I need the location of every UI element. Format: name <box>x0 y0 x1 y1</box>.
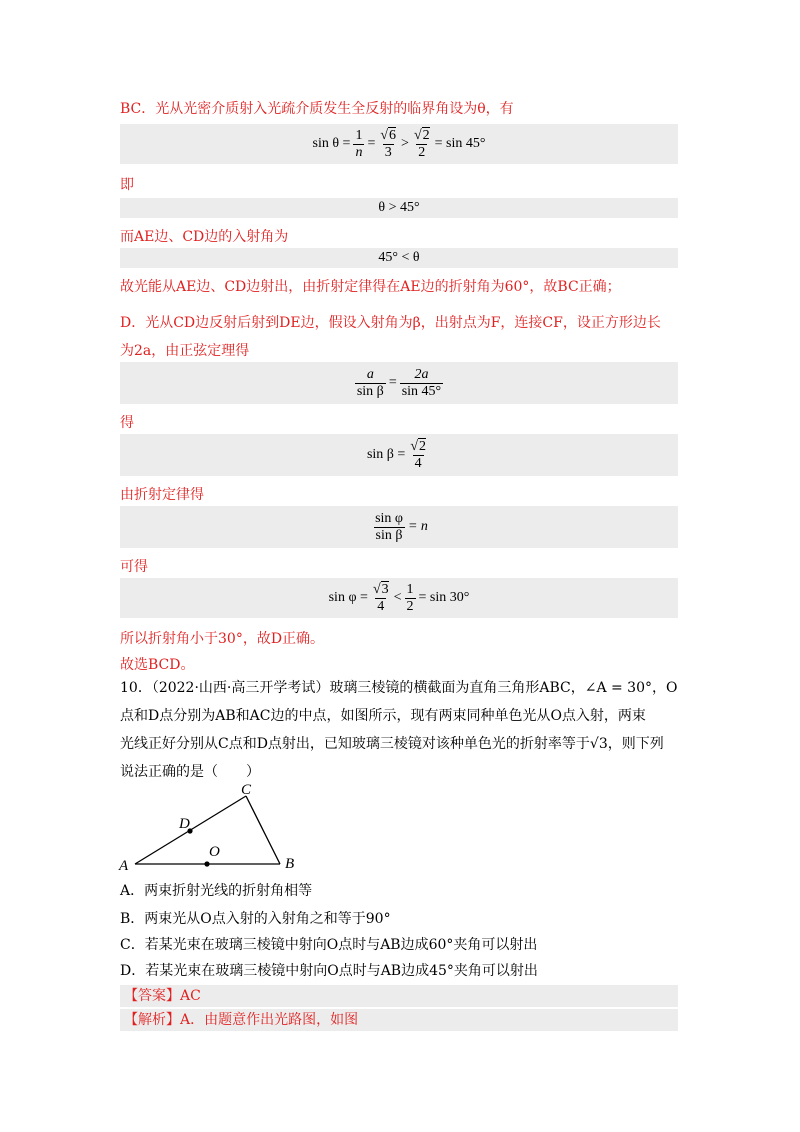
eq1-frac3: $\frac{√2}{2}$ <box>413 127 430 160</box>
er-ae-line: 而AE边、CD边的入射角为 <box>120 229 289 245</box>
label-d: D <box>179 816 190 832</box>
edge-bc <box>246 796 280 864</box>
label-b: B <box>285 856 295 872</box>
question-text-2: 点和D点分别为AB和AC边的中点，如图所示，现有两束同种单色光从O点入射，两束 <box>120 708 646 724</box>
label-c: C <box>241 782 252 798</box>
eq1-frac1: $\frac{1}{n}$ <box>355 127 363 160</box>
question-text-3: 光线正好分别从C点和D点射出，已知玻璃三棱镜对该种单色光的折射率等于√3，则下列 <box>120 736 664 752</box>
option-d: D．若某光束在玻璃三棱镜中射向O点时与AB边成45°夹角可以射出 <box>120 963 538 979</box>
analysis-text: A．由题意作出光路图，如图 <box>180 1012 359 1028</box>
point-o <box>204 861 209 866</box>
question-text-1: 10．（2022·山西·高三开学考试）玻璃三棱镜的横截面为直角三角形ABC，∠A = 30°，O <box>120 680 678 696</box>
label-o: O <box>209 844 220 860</box>
d-line2: 为2a，由正弦定理得 <box>120 343 250 359</box>
answer-text: 【答案】AC <box>124 988 201 1004</box>
de-label: 得 <box>120 415 134 431</box>
question-text-4: 说法正确的是（ ） <box>120 764 260 780</box>
question-10 <box>120 674 680 786</box>
ke-de-label: 可得 <box>120 559 148 575</box>
equation-theta-gt: θ > 45° <box>120 198 678 218</box>
triangle-figure <box>115 782 325 874</box>
equation-sine-law: $\frac{a}{\text{sin β}}$ = $\frac{2a}{\sin 45^\circ}$ <box>120 362 678 404</box>
option-a: A．两束折射光线的折射角相等 <box>120 883 313 899</box>
guxuan-line: 故选BCD。 <box>120 657 195 673</box>
equation-45-lt: 45° < θ <box>120 248 678 268</box>
equation-refraction: $\frac{\text{sin φ}}{\text{sin β}}$ = n <box>120 506 678 548</box>
you-zheshe-label: 由折射定律得 <box>120 487 204 503</box>
analysis-bar <box>120 1009 678 1031</box>
option-c: C．若某光束在玻璃三棱镜中射向O点时与AB边成60°夹角可以射出 <box>120 937 538 953</box>
bc-intro-line: BC．光从光密介质射入光疏介质发生全反射的临界角设为θ，有 <box>120 101 514 117</box>
suoyi-line: 所以折射角小于30°，故D正确。 <box>120 631 325 647</box>
gu-guang-line: 故光能从AE边、CD边射出，由折射定律得在AE边的折射角为60°，故BC正确； <box>120 279 621 295</box>
equation-critical-angle: sin θ = $\frac{1}{n}$ = $\frac{√6}{3}$ > $\frac{√2}{2}$ = sin 45° <box>120 124 678 164</box>
equation-sin-beta: sin β = $\frac{√2}{4}$ <box>120 434 678 476</box>
ji-label: 即 <box>120 177 134 193</box>
equation-sin-phi: sin φ = $\frac{√3}{4}$ < $\frac{1}{2}$ = sin 30° <box>120 578 678 618</box>
eq1-lhs: sin θ = <box>312 136 351 151</box>
answer-bar <box>120 985 678 1007</box>
eq1-frac2: $\frac{√6}{3}$ <box>380 127 397 160</box>
option-b: B．两束光从O点入射的入射角之和等于90° <box>120 911 391 927</box>
label-a: A <box>119 858 129 874</box>
d-line1: D．光从CD边反射后射到DE边，假设入射角为β，出射点为F，连接CF，设正方形边长 <box>120 315 661 331</box>
analysis-tag: 【解析】 <box>124 1012 180 1028</box>
